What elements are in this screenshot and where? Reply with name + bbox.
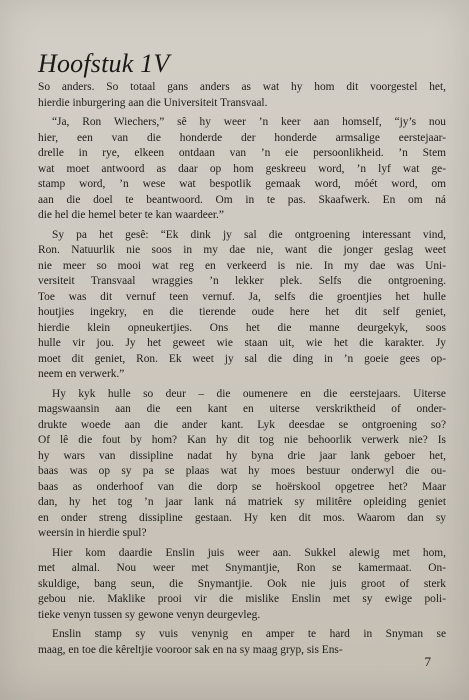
text-line: Of lê die fout by hom? Kan hy dit tog nie behoorlik verwerk nie? Is — [38, 434, 446, 446]
text-line: drukte woede aan die ander kant. Lyk deesdae se ontgroening so? — [38, 418, 446, 431]
text-line: Sy pa het gesê: “Ek dink jy sal die ontgroening interessant vind, — [52, 228, 446, 241]
text-line: hierdie inburgering aan die Universiteit Transvaal. — [38, 96, 268, 109]
text-line: hulle vir jou. Jy het geweet wie staan uit, wie het die karakter. Jy — [38, 337, 446, 349]
paragraph — [38, 546, 446, 624]
paragraph — [38, 80, 446, 111]
text-line: moet dit geniet, Ron. Ek weet jy sal die ding in ’n goeie gees op- — [38, 352, 446, 365]
text-line: drelle in rye, elkeen ontdaan van ’n eie persoonlikheid. ’n Stem — [38, 147, 446, 159]
text-line: die hel die hemel beter te kan waardeer.” — [38, 209, 224, 221]
text-line: “Ja, Ron Wiechers,” sê hy weer ’n keer aan homself, “jy’s nou — [52, 116, 446, 128]
paragraph — [38, 627, 446, 658]
body-text — [38, 80, 446, 658]
text-line: stamp word, ’n wese wat bespotlik gemaak word, móét word, om — [38, 178, 446, 190]
text-line: hier, een van die honderde der honderde armsalige eerstejaar- — [38, 131, 446, 144]
chapter-title: Hoofstuk 1V — [38, 49, 170, 78]
text-line: baas was op sy pa se plaas wat hy moes bestuur onderwyl die ou- — [38, 465, 446, 477]
text-line: baas as onderhoof van die dorp se hoërskool opgetree het? Maar — [38, 480, 446, 493]
text-line: hy wars van dissipline nadat hy byna drie jaar lank geboer het, — [38, 449, 446, 462]
text-line: nie meer so mooi wat reg en verkeerd is nie. In my dae was Uni- — [38, 259, 446, 272]
text-line: versiteit Transvaal wraggies ’n lekker plek. Selfs die ontgroening. — [38, 275, 446, 287]
text-line: So anders. So totaal gans anders as wat hy hom dit voorgestel het, — [38, 81, 446, 93]
paragraph — [38, 387, 446, 542]
text-line: magswaansin aan die een kant en uiterse verskriktheid of onder- — [38, 403, 446, 415]
text-line: en onder streng dissipline gestaan. Hy ken dit mos. Waarom dan sy — [38, 511, 446, 524]
text-line: aan die doel te beantwoord. Om in te pas. Skaafwerk. En om ná — [38, 193, 446, 206]
text-line: neem en verwerk.” — [38, 368, 125, 380]
text-line: Hy kyk hulle so deur – die oumenere en die eerstejaars. Uiterse — [52, 387, 446, 400]
text-line: met almal. Nou weer met Snymantjie, Ron se kamermaat. On- — [38, 562, 446, 574]
text-line: houtjies ingekry, en die tierende oude here het dit self geniet, — [38, 306, 446, 318]
page-number: 7 — [424, 654, 431, 669]
text-line: Toe was dit vernuf teen vernuf. Ja, selfs die groentjies het hulle — [38, 290, 446, 303]
text-line: tieke venyn tussen sy gewone venyn deurgevleg. — [38, 608, 261, 621]
text-line: dan, hy het tog ’n jaar lank ná matriek sy militêre opleiding geniet — [38, 496, 446, 508]
text-line: gebou nie. Maklike prooi vir die mislike Enslin met sy ewige poli- — [38, 593, 446, 605]
text-line: Hier kom daardie Enslin juis weer aan. Sukkel alewig met hom, — [52, 546, 446, 559]
text-line: skuldige, bang seun, die Snymantjie. Ook nie juis groot of sterk — [38, 577, 446, 590]
paragraph — [38, 228, 446, 383]
text-line: Ron. Natuurlik nie soos in my dae nie, want die jonger geslag weet — [38, 244, 446, 256]
text-line: maag, en toe die kêreltjie vooroor sak en na sy maag gryp, sis Ens- — [38, 643, 343, 656]
text-line: Enslin stamp sy vuis venynig en amper te hard in Snyman se — [52, 628, 446, 640]
text-line: wat moet antwoord as daar op hom geskreeu word, ’n lyf wat ge- — [38, 162, 446, 175]
paragraph — [38, 115, 446, 224]
text-line: weersin in hierdie spul? — [38, 527, 147, 539]
text-line: hierdie klein opneukertjies. Ons het die manne deurgekyk, soos — [38, 321, 446, 334]
